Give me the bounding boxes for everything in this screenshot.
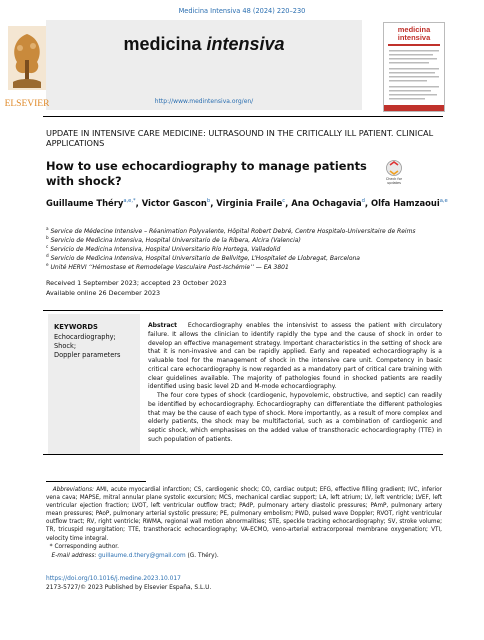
author-affiliation-mark[interactable]: a,e,* (123, 198, 136, 205)
keyword: Echocardiography; (54, 333, 116, 341)
section-divider (43, 310, 443, 311)
keywords-title: KEYWORDS (54, 323, 98, 331)
available-online-date: Available online 26 December 2023 (46, 289, 161, 297)
affiliation: $^d$ Servicio de Medicina Intensiva, Hospital Universitario de Bellvitge, L’Hospitalet de Llobregat, Barcelona (46, 253, 360, 262)
affiliation: $^c$ Servicio de Medicina Intensiva, Hospital Universitario Río Hortega, Valladolid (46, 244, 281, 253)
elsevier-tree-logo (5, 22, 49, 110)
author-list: Guillaume Théry$^{a,e,*}$, Victor Gascon$^b$, Virginia Fraile$^c$, Ana Ochagavia$^d$, Olfa Hamzaoui$^{a,e}$ (46, 198, 448, 208)
author: Guillaume Théry (46, 198, 124, 208)
email-note: E-mail address: guillaume.d.thery@gmail.com (G. Théry). (51, 553, 219, 559)
author-affiliation-mark[interactable]: d (361, 198, 365, 205)
journal-reference[interactable]: Medicina Intensiva 48 (2024) 220–230 (178, 7, 306, 15)
copyright: 2173-5727/© 2023 Published by Elsevier España, S.L.U. (46, 585, 212, 591)
article-type: UPDATE IN INTENSIVE CARE MEDICINE: ULTRASOUND IN THE CRITICALLY ILL PATIENT. CLINICAL APPLICATIONS (46, 128, 434, 148)
publisher-name: ELSEVIER (5, 99, 49, 109)
author: Ana Ochagavia (291, 198, 362, 208)
author: Victor Gascon (141, 198, 207, 208)
keyword: Doppler parameters (54, 351, 121, 359)
abbreviations-footnote: Abbreviations: AMI, acute myocardial infarction; CS, cardiogenic shock; CO, cardiac output; EFG, effective filling gradient; IVC, inferior vena cava; MAPSE, mitral annular plane systolic excursion; MCS, mechanical cardiac support; LA, left atrium; LV, left ventricle; LVEF, left ventricular ejection fraction; LVOT, left ventricular outflow tract; PAdP, pulmonary artery diastolic pressures; PAmP, pulmonary artery mean pressures; PAoP, pulmonary arterial systolic pressure; PE, pulmonary embolism; PWD, pulsed wave Doppler; RVOT, right ventricular outflow tract; RV, right ventricle; RWMA, regional wall motion abnormalities; STE, speckle tracking echocardiography; SV, stroke volume; TR, tricuspid regurgitation; TTE, transthoracic echocardiography; VA-ECMO, veno-arterial extracorporeal membrane oxygenation; VTI, velocity time integral. (46, 487, 442, 542)
journal-name: medicina intensiva (123, 34, 285, 54)
doi-link[interactable]: https://doi.org/10.1016/j.medine.2023.10.017 (46, 576, 181, 582)
affiliation: $^e$ Unité HERVI ‘‘Hémostase et Remodelage Vasculaire Post-Ischémie’’ — EA 3801 (46, 262, 289, 271)
svg-text:intensiva: intensiva (397, 33, 431, 42)
affiliation: $^b$ Servicio de Medicina Intensiva, Hospital Universitario de la Ribera, Alcira (Valencia) (46, 235, 301, 244)
abstract (148, 322, 442, 445)
svg-text:medicina: medicina (397, 25, 431, 34)
journal-url-link[interactable]: http://www.medintensiva.org/en/ (154, 98, 254, 105)
footnote-divider (46, 481, 146, 482)
abstract-paragraph: Echocardiography enables the intensivist to assess the patient with circulatory failure. It allows the clinician to identify rapidly the type and the cause of shock in order to develop an effective management strategy. Important characteristics in the setting of shock are that it is non-invasive and can be rapidly applied. Early and repeated echocardiography is a valuable tool for the management of shock in the intensive care unit. Competency in basic critical care echocardiography is now regarded as a mandatory part of critical care training with clear guidelines available. The majority of pathologies found in shocked patients are readily identified using basic level 2D and M-mode echocardiography. (148, 322, 442, 391)
email-link[interactable]: guillaume.d.thery@gmail.com (98, 553, 186, 559)
author: Olfa Hamzaoui (371, 198, 440, 208)
abstract-paragraph: The four core types of shock (cardiogenic, hypovolemic, obstructive, and septic) can readily be identified by echocardiography. Echocardiography can differentiate the different pathologies that may be the cause of each type of shock. More importantly, as a result of more complex and elderly patients, the shock may be multifactorial, such as a combination of cardiogenic and septic shock, which emphasises on the added value of transthoracic echocardiography (TTE) in such population of patients. (148, 392, 442, 443)
author-affiliation-mark[interactable]: a,e (439, 198, 448, 205)
corresponding-author-note: * Corresponding author. (46, 544, 119, 550)
article-title: How to use echocardiography to manage patients with shock? (46, 159, 367, 188)
abstract-label: Abstract (148, 322, 178, 329)
author-affiliation-mark[interactable]: c (282, 198, 286, 205)
abstract-divider (43, 454, 443, 455)
svg-text:updates: updates (387, 181, 401, 185)
svg-text:Check for: Check for (385, 177, 403, 181)
check-for-updates-icon[interactable] (382, 159, 406, 185)
received-accepted-dates: Received 1 September 2023; accepted 23 October 2023 (46, 279, 227, 287)
affiliation: $^a$ Service de Médecine Intensive – Réanimation Polyvalente, Hôpital Robert Debré, Centre Hospitalo-Universitaire de Reims (46, 226, 416, 235)
header-divider (43, 116, 443, 117)
author: Virginia Fraile (216, 198, 283, 208)
keyword: Shock; (54, 342, 77, 350)
author-affiliation-mark[interactable]: b (206, 198, 211, 205)
journal-cover-thumbnail (383, 22, 445, 112)
